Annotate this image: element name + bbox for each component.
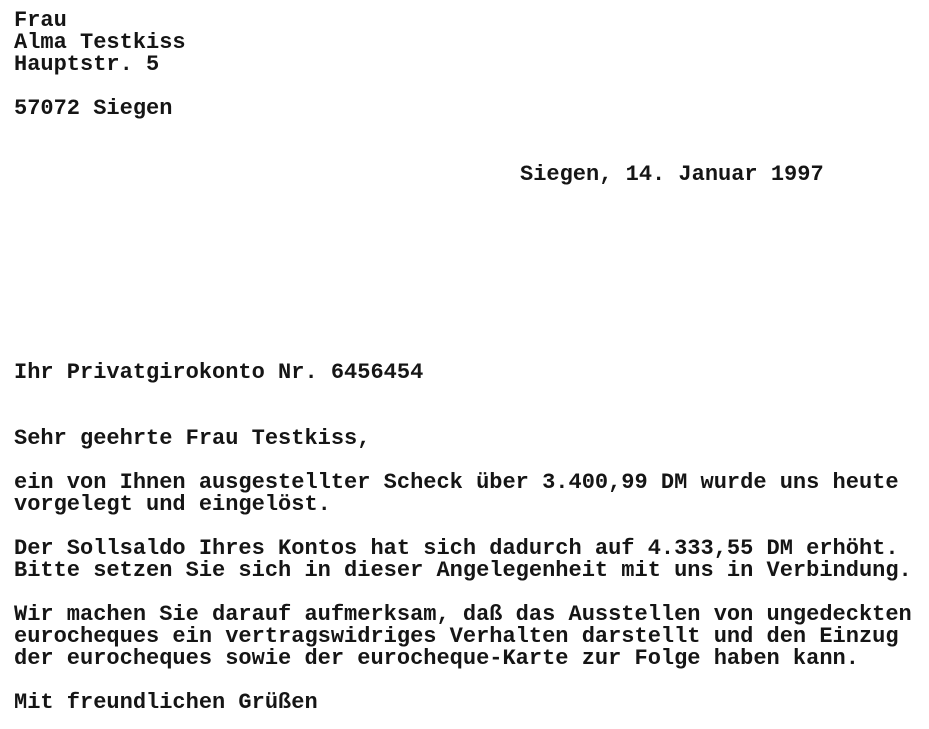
spacer	[14, 582, 929, 604]
paragraph-line: Wir machen Sie darauf aufmerksam, daß das Ausstellen von ungedeckten	[14, 602, 912, 627]
salutation-line: Sehr geehrte Frau Testkiss,	[14, 426, 371, 451]
closing-line: Mit freundlichen Grüßen	[14, 690, 318, 715]
body-paragraph-3	[14, 604, 929, 670]
paragraph-line: ein von Ihnen ausgestellter Scheck über 3.400,99 DM wurde uns heute	[14, 470, 899, 495]
paragraph-line: der eurocheques sowie der eurocheque-Karte zur Folge haben kann.	[14, 646, 859, 671]
spacer	[14, 186, 929, 362]
recipient-city-line: 57072 Siegen	[14, 96, 173, 121]
spacer	[14, 120, 929, 164]
subject-line: Ihr Privatgirokonto Nr. 6456454	[14, 360, 424, 385]
paragraph-line: vorgelegt und eingelöst.	[14, 492, 331, 517]
recipient-title-line: Frau	[14, 8, 67, 33]
recipient-street-line: Hauptstr. 5	[14, 52, 160, 77]
spacer	[14, 450, 929, 472]
spacer	[14, 516, 929, 538]
paragraph-line: Bitte setzen Sie sich in dieser Angelegenheit mit uns in Verbindung.	[14, 558, 912, 583]
recipient-block	[14, 10, 929, 120]
date-line: Siegen, 14. Januar 1997	[520, 162, 824, 187]
body-paragraph-2	[14, 538, 929, 582]
recipient-name-line: Alma Testkiss	[14, 30, 186, 55]
paragraph-line: Der Sollsaldo Ihres Kontos hat sich dadurch auf 4.333,55 DM erhöht.	[14, 536, 899, 561]
spacer	[14, 384, 929, 428]
paragraph-line: eurocheques ein vertragswidriges Verhalten darstellt und den Einzug	[14, 624, 899, 649]
spacer	[14, 76, 929, 98]
spacer	[14, 670, 929, 692]
body-paragraph-1	[14, 472, 929, 516]
